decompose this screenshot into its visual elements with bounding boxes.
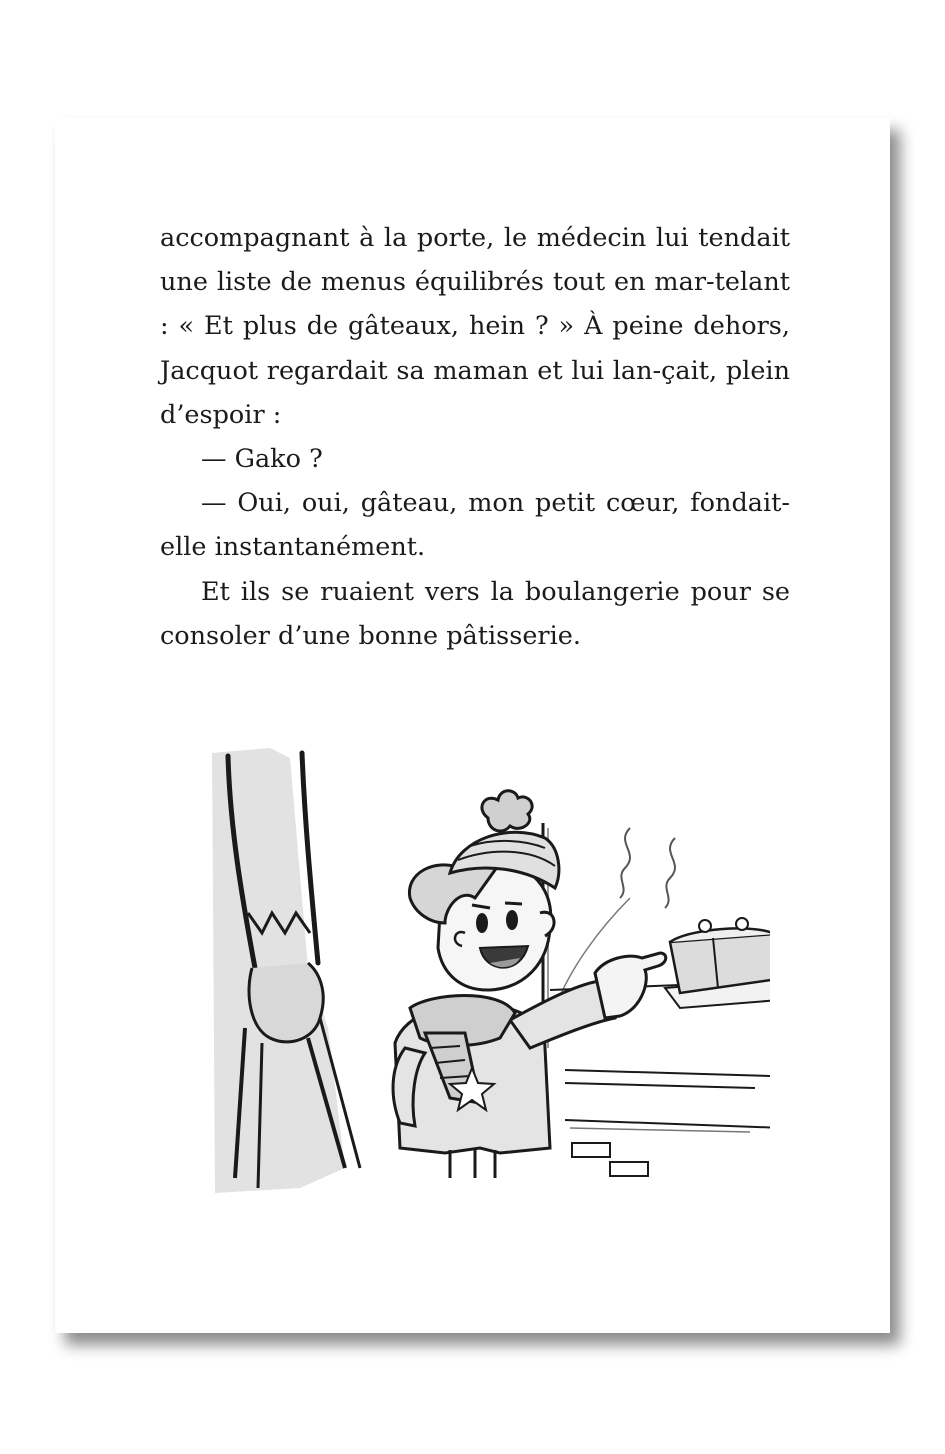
illustration-boy-pointing-at-cake <box>210 748 770 1198</box>
dialogue-line: — Gako ? <box>201 444 323 475</box>
paragraph: Et ils se ruaient vers la boulangerie pour se consoler d’une bonne pâtisserie. <box>160 576 790 651</box>
dialogue-line: — Oui, oui, gâteau, mon petit cœur, fondait-elle instantanément. <box>160 488 790 563</box>
book-page <box>55 118 890 1333</box>
body-text <box>160 216 790 658</box>
paragraph: accompagnant à la porte, le médecin lui tendait une liste de menus équilibrés tout en mar-telant : « Et plus de gâteaux, hein ? » À peine dehors, Jacquot regardait sa maman et lui lan-çait, plein d’espoir : <box>160 223 790 430</box>
